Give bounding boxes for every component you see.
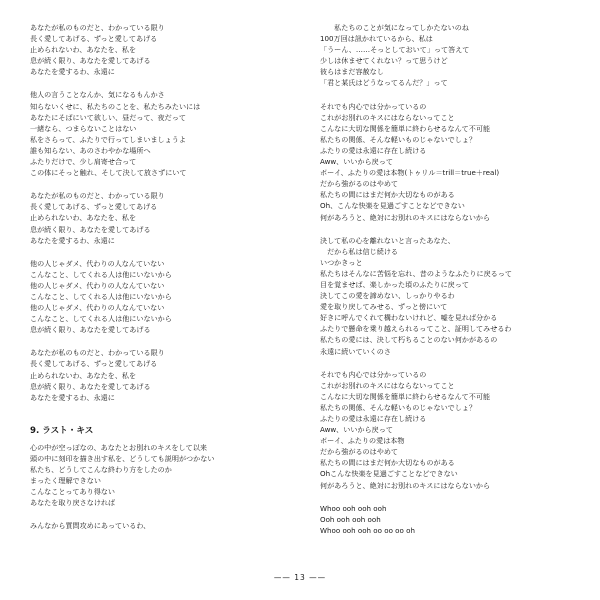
lyric-line: 私たちの愛には、決して朽ちることのない何かがあるの <box>320 335 498 345</box>
lyric-line: これがお別れのキスにはならないってこと <box>320 112 455 122</box>
lyric-line: ふたりの愛は永遠に存在し続ける <box>320 145 427 155</box>
lyric-line: 彼らはまだ容赦なし <box>320 67 384 77</box>
lyric-line: 私たちの関係、そんな軽いものじゃないでしょ？ <box>320 402 477 412</box>
lyric-line: 他人の言うことなんか、気になるもんかさ <box>30 90 165 100</box>
lyric-line: 私たち、どうしてこんな終わり方をしたのか <box>30 465 172 474</box>
lyric-line: 何があろうと、絶対にお別れのキスにはならないから <box>320 212 491 222</box>
lyric-line: この体にそっと触れ、そして決して放さずにいて <box>30 168 187 178</box>
stanza <box>30 520 298 531</box>
lyric-line: 息が続く限り、あなたを愛してあげる <box>30 381 151 391</box>
lyric-line: 止められないわ、あなたを、私を <box>30 370 137 380</box>
lyric-line: まったく理解できない <box>30 476 101 486</box>
lyric-line: 一緒なら、つまらないことはない <box>30 123 137 133</box>
stanza <box>30 442 298 509</box>
lyric-line: こんなに大切な関係を簡単に終わらせるなんて不可能 <box>320 123 491 133</box>
lyric-line: 決して私の心を離れないと言ったあなた、 <box>320 235 455 245</box>
lyric-line: ふたりで懸命を乗り越えられるってこと、証明してみせるわ <box>320 324 512 334</box>
lyric-line: あなたを愛するわ、永遠に <box>30 392 115 402</box>
lyric-line: 「うーん、……そっとしておいて」って答えて <box>320 45 470 55</box>
lyric-line: こんなことってあり得ない <box>30 487 115 497</box>
lyric-line: 少しは休ませてくれない？って思うけど <box>320 56 448 66</box>
page-footer <box>0 565 600 584</box>
lyric-line: こんなに大切な関係を簡単に終わらせるなんて不可能 <box>320 391 491 401</box>
lyric-line: Aww、いいから戻って <box>320 425 393 435</box>
stanza <box>320 503 588 536</box>
stanza <box>320 101 588 223</box>
lyric-line: ふたりだけで、少し肩寄せ合って <box>30 157 137 167</box>
lyric-line: あなたを愛するわ、永遠に <box>30 235 115 245</box>
lyric-line: 他の人じゃダメ、代わりの人なんていない <box>30 280 165 290</box>
stanza <box>30 22 298 77</box>
lyric-line: 他の人じゃダメ、代わりの人なんていない <box>30 303 165 313</box>
stanza <box>30 89 298 178</box>
lyric-line: Oh、こんな快楽を見過ごすことなどできない <box>320 201 465 211</box>
lyric-line: 止められないわ、あなたを、私を <box>30 213 137 223</box>
lyric-line: 私たちのことが気になってしかたないのね <box>320 23 469 32</box>
lyric-line: 息が続く限り、あなたを愛してあげる <box>30 325 151 335</box>
lyric-line: あなたが私のものだと、わかっている限り <box>30 23 165 32</box>
lyric-line: 止められないわ、あなたを、私を <box>30 45 137 55</box>
lyric-line: だから強がるのはやめて <box>320 179 399 189</box>
lyric-line: Ohこんな快楽を見過ごすことなどできない <box>320 469 458 479</box>
lyric-line: 長く愛してあげる、ずっと愛してあげる <box>30 359 158 369</box>
right-column <box>320 22 588 562</box>
lyric-line: ボーイ、ふたりの愛は本物 <box>320 436 405 446</box>
lyric-line: あなたにそばにいて欲しい、昼だって、夜だって <box>30 112 186 122</box>
lyric-line: あなたが私のものだと、わかっている限り <box>30 348 165 358</box>
lyric-line: 決してこの愛を諦めない、しっかりやるわ <box>320 291 455 301</box>
lyric-line: 好きに呼んでくれて構わないけれど、嘘を見れば分かる <box>320 313 498 323</box>
lyric-line: 頭の中に刻印を描き出す私を、どうしても説明がつかない <box>30 453 215 463</box>
lyric-line: それでも内心では分かっているの <box>320 101 427 111</box>
page-number: —— 13 —— <box>273 573 327 582</box>
lyric-line: あなたを愛するわ、永遠に <box>30 67 115 77</box>
lyric-line: 他の人じゃダメ、代わりの人なんていない <box>30 258 165 268</box>
lyric-line: こんなこと、してくれる人は他にいないから <box>30 291 172 301</box>
lyric-line: みんなから質問攻めにあっているわ、 <box>30 521 151 531</box>
stanza <box>320 22 588 89</box>
lyric-line: あなたを取り戻さなければ <box>30 498 116 508</box>
lyric-line: Aww、いいから戻って <box>320 157 393 167</box>
lyric-line: いつかきっと <box>320 257 363 267</box>
lyric-line: 知らないくせに、私たちのことを、私たちみたいには <box>30 101 201 111</box>
lyric-line: それでも内心では分かっているの <box>320 369 427 379</box>
lyric-line: 私たちの間にはまだ何か大切なものがある <box>320 458 455 468</box>
lyric-line: だから強がるのはやめて <box>320 447 399 457</box>
two-column-layout <box>30 22 570 562</box>
lyric-line: 誰も知らない、あのさわやかな場所へ <box>30 145 151 155</box>
lyric-line: Whoo ooh ooh oo oo oo oh <box>320 525 415 535</box>
lyric-line: 愛を取り戻してみせる、ずっと傍にいて <box>320 302 448 312</box>
lyric-line: ふたりの愛は永遠に存在し続ける <box>320 414 427 423</box>
lyric-line: 私たちの関係、そんな軽いものじゃないでしょ？ <box>320 134 477 144</box>
lyric-line: ボーイ、ふたりの愛は本物(トゥリル＝trill＝true＋real) <box>320 168 500 178</box>
lyric-line: 息が続く限り、あなたを愛してあげる <box>30 224 151 234</box>
left-column <box>30 22 298 562</box>
lyric-line: 永遠に続いていくのさ <box>320 346 391 356</box>
lyric-line: 目を覚ませば、楽しかった頃のふたりに戻って <box>320 279 469 289</box>
lyric-line: こんなこと、してくれる人は他にいないから <box>30 269 172 279</box>
stanza <box>30 258 298 336</box>
lyric-line: だから私は信じ続ける <box>320 246 399 256</box>
stanza <box>30 190 298 245</box>
lyric-line: 息が続く限り、あなたを愛してあげる <box>30 56 151 66</box>
lyric-line: 私をさらって、ふたりで行ってしまいましょうよ <box>30 134 186 144</box>
lyric-line: これがお別れのキスにはならないってこと <box>320 380 455 390</box>
spacer <box>30 415 298 421</box>
lyric-line: 100万回は訊かれているから、私は <box>320 34 433 44</box>
lyric-line: 私たちはそんなに苦悩を忘れ、昔のようなふたりに戻るって <box>320 268 512 278</box>
stanza <box>320 369 588 491</box>
stanza <box>30 347 298 402</box>
lyric-line: 私たちの間にはまだ何か大切なものがある <box>320 190 455 200</box>
lyric-line: 長く愛してあげる、ずっと愛してあげる <box>30 34 158 44</box>
lyric-line: こんなこと、してくれる人は他にいないから <box>30 314 172 324</box>
stanza <box>320 235 588 357</box>
lyric-line: 何があろうと、絶対にお別れのキスにはならないから <box>320 480 491 490</box>
lyric-line: 長く愛してあげる、ずっと愛してあげる <box>30 202 158 212</box>
lyric-line: Ooh ooh ooh ooh <box>320 514 381 524</box>
lyric-line: 「君と某氏はどうなってるんだ？」って <box>320 78 448 88</box>
section-title: 9. ラスト・キス <box>30 425 94 436</box>
lyric-line: あなたが私のものだと、わかっている限り <box>30 191 165 201</box>
lyric-line: 心の中が空っぽなの、あなたとお別れのキスをして以来 <box>30 442 207 452</box>
lyric-line: Whoo ooh ooh ooh <box>320 503 387 513</box>
